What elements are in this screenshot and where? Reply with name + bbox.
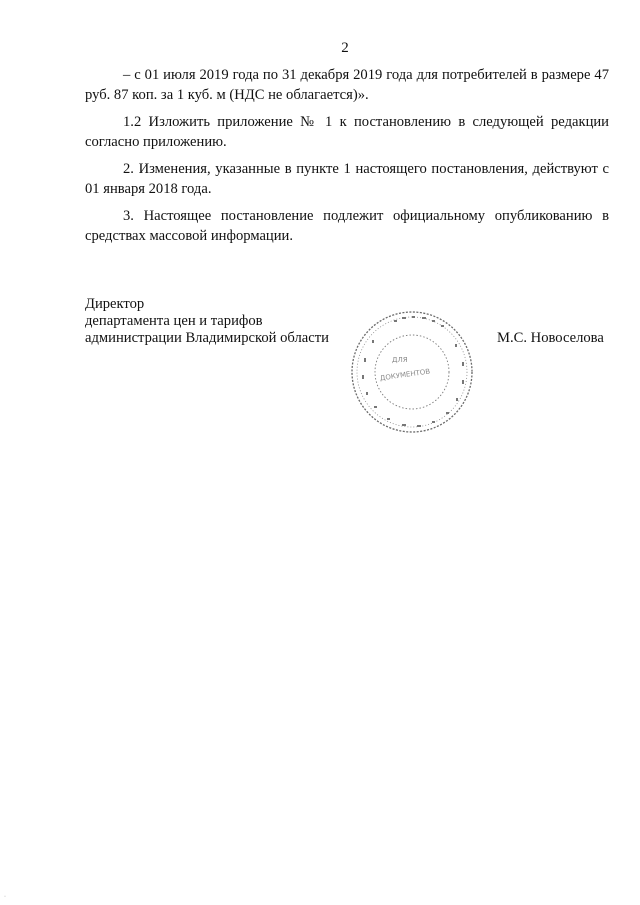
signer-title-line-2: департамента цен и тарифов (85, 313, 263, 329)
signer-title-line-3: администрации Владимирской области (85, 330, 329, 346)
page-number: 2 (341, 40, 349, 56)
scan-mark: · (4, 894, 6, 900)
signer-name: М.С. Новоселова (497, 330, 604, 346)
paragraph-publication: 3. Настоящее постановление подлежит официальному опубликованию в средствах массовой информации. (85, 208, 609, 244)
signature-block (85, 296, 329, 347)
paragraph-effective-date: 2. Изменения, указанные в пункте 1 настоящего постановления, действуют с 01 января 2018 года. (85, 161, 609, 197)
svg-text:ДОКУМЕНТОВ: ДОКУМЕНТОВ (379, 367, 431, 383)
stamp-graphic (342, 300, 482, 440)
signer-title-line-1: Директор (85, 296, 145, 312)
svg-text:ДЛЯ: ДЛЯ (392, 356, 408, 364)
paragraph-appendix-change: 1.2 Изложить приложение № 1 к постановлению в следующей редакции согласно приложению. (85, 114, 609, 150)
document-body (85, 66, 609, 254)
round-seal-stamp-icon (342, 300, 482, 440)
paragraph-tariff-period: – с 01 июля 2019 года по 31 декабря 2019 года для потребителей в размере 47 руб. 87 коп. за 1 куб. м (НДС не облагается)». (85, 67, 609, 103)
